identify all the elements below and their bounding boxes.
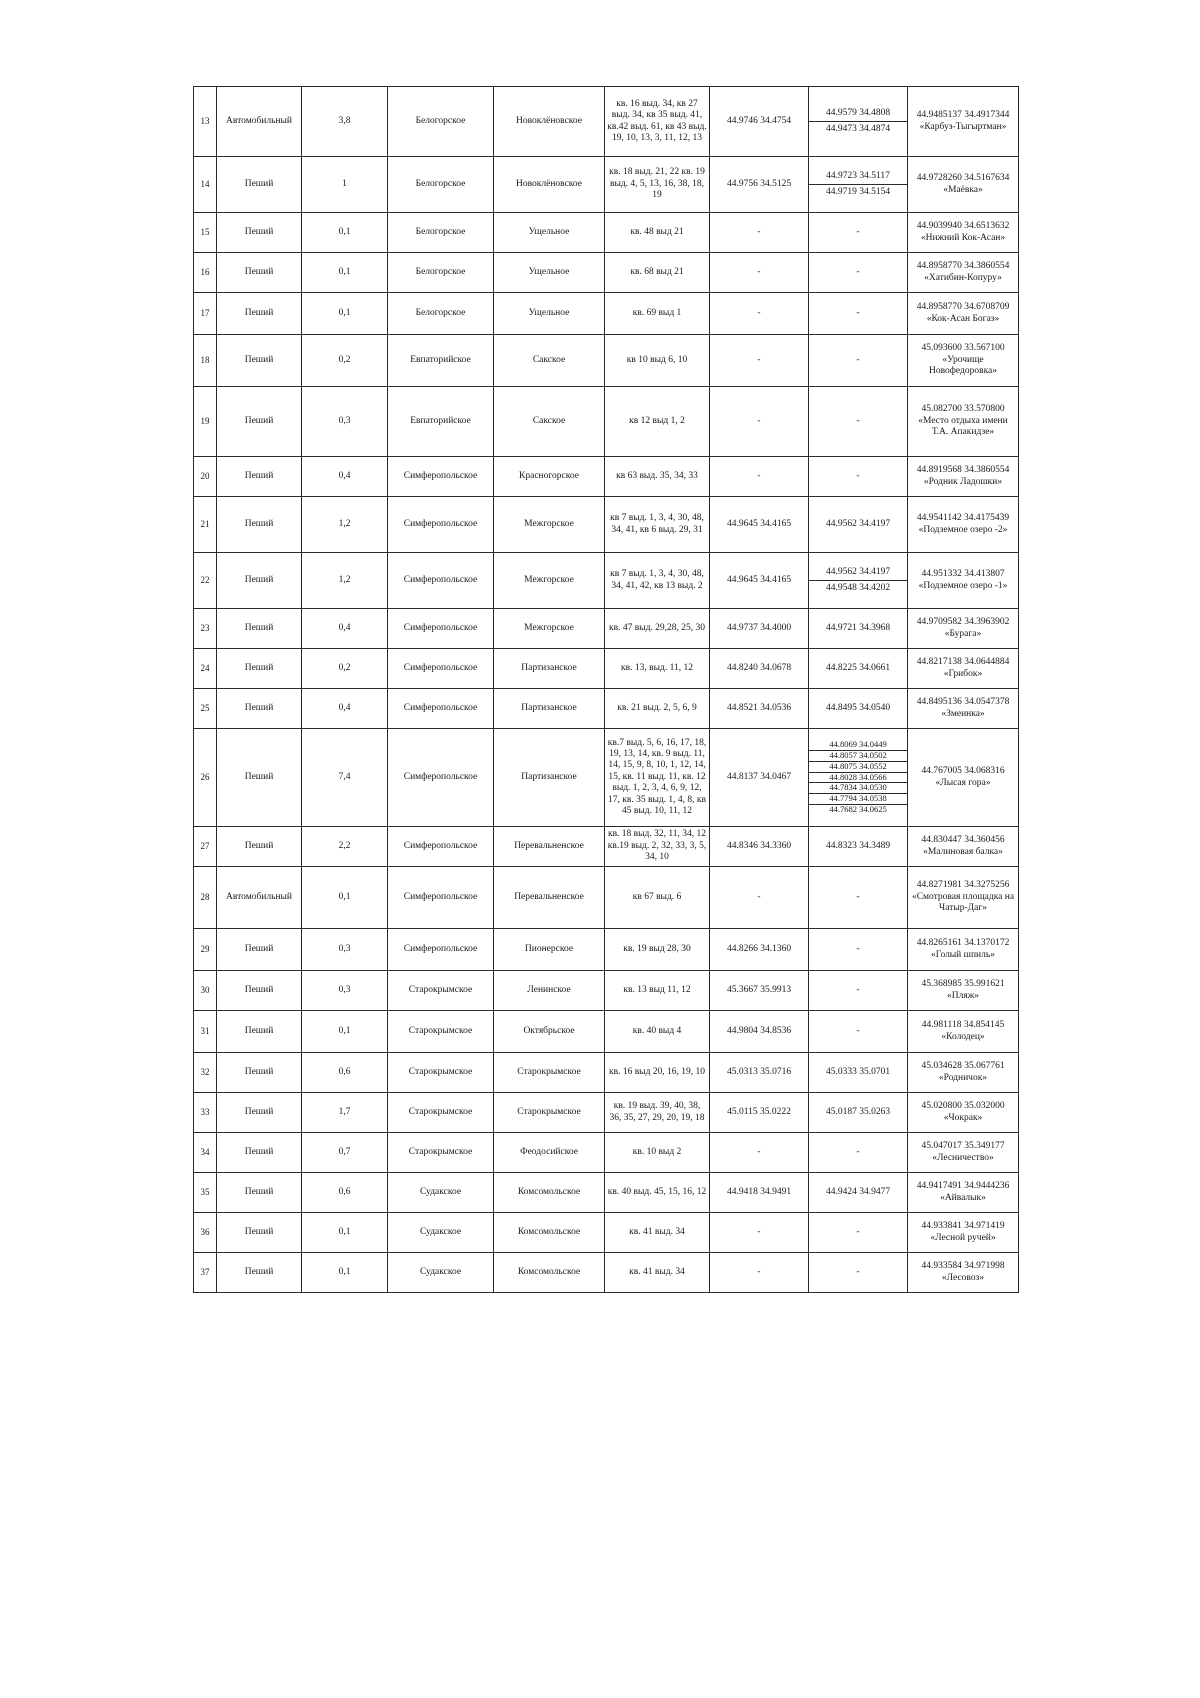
end-coord-value: 44.9719 34.5154 <box>809 184 907 200</box>
row-number-cell: 37 <box>194 1253 217 1293</box>
end-coords-cell <box>809 387 908 457</box>
end-coord-value: 45.0187 35.0263 <box>825 1106 891 1117</box>
length-cell: 0,1 <box>302 213 388 253</box>
trail-type-cell: Пеший <box>217 1133 302 1173</box>
row-number-cell: 30 <box>194 971 217 1011</box>
district-forestry-cell: Перевальненское <box>494 867 605 929</box>
start-coords-cell: 44.9645 34.4165 <box>710 497 809 553</box>
length-cell: 0,1 <box>302 1011 388 1053</box>
quarters-cell: кв. 18 выд. 21, 22 кв. 19 выд. 4, 5, 13, 16, 38, 18, 19 <box>605 157 710 213</box>
trail-type-cell: Пеший <box>217 457 302 497</box>
length-cell: 7,4 <box>302 729 388 827</box>
end-coord-value: - <box>856 307 860 318</box>
end-coords-cell <box>809 689 908 729</box>
end-coord-value: 44.9579 34.4808 <box>825 107 891 118</box>
object-cell: 44.8958770 34.3860554 «Хатибин-Копуру» <box>908 253 1019 293</box>
length-cell: 0,1 <box>302 293 388 335</box>
end-coord-value: 44.7794 34.0538 <box>809 793 907 804</box>
object-cell: 45.368985 35.991621 «Пляж» <box>908 971 1019 1011</box>
trails-table <box>193 86 1019 1293</box>
table-body <box>194 87 1019 1293</box>
end-coords-cell <box>809 729 908 827</box>
quarters-cell: кв 10 выд 6, 10 <box>605 335 710 387</box>
quarters-cell: кв. 21 выд. 2, 5, 6, 9 <box>605 689 710 729</box>
object-cell: 44.8271981 34.3275256 «Смотровая площадка на Чатыр-Даг» <box>908 867 1019 929</box>
table-row <box>194 387 1019 457</box>
quarters-cell: кв. 19 выд 28, 30 <box>605 929 710 971</box>
forestry-cell: Судакское <box>388 1213 494 1253</box>
quarters-cell: кв. 13, выд. 11, 12 <box>605 649 710 689</box>
end-coord-value: 44.9424 34.9477 <box>825 1186 891 1197</box>
start-coords-cell: - <box>710 867 809 929</box>
forestry-cell: Белогорское <box>388 157 494 213</box>
forestry-cell: Симферопольское <box>388 609 494 649</box>
quarters-cell: кв. 68 выд 21 <box>605 253 710 293</box>
trail-type-cell: Пеший <box>217 1253 302 1293</box>
end-coords-cell <box>809 867 908 929</box>
object-cell: 45.020800 35.032000 «Чокрак» <box>908 1093 1019 1133</box>
table-row <box>194 649 1019 689</box>
table-row <box>194 553 1019 609</box>
district-forestry-cell: Феодосийское <box>494 1133 605 1173</box>
length-cell: 1,7 <box>302 1093 388 1133</box>
trail-type-cell: Автомобильный <box>217 87 302 157</box>
end-coord-value: 44.9473 34.4874 <box>809 121 907 137</box>
end-coord-value: - <box>856 1226 860 1237</box>
forestry-cell: Симферопольское <box>388 729 494 827</box>
quarters-cell: кв 67 выд. 6 <box>605 867 710 929</box>
trail-type-cell: Пеший <box>217 553 302 609</box>
end-coords-cell <box>809 1093 908 1133</box>
end-coord-value: 44.8028 34.0566 <box>809 772 907 783</box>
forestry-cell: Евпаторийское <box>388 335 494 387</box>
start-coords-cell: - <box>710 293 809 335</box>
length-cell: 0,1 <box>302 1213 388 1253</box>
quarters-cell: кв. 13 выд 11, 12 <box>605 971 710 1011</box>
quarters-cell: кв 7 выд. 1, 3, 4, 30, 48, 34, 41, кв 6 выд. 29, 31 <box>605 497 710 553</box>
forestry-cell: Симферопольское <box>388 827 494 867</box>
start-coords-cell: - <box>710 335 809 387</box>
forestry-cell: Старокрымское <box>388 1093 494 1133</box>
trail-type-cell: Пеший <box>217 1093 302 1133</box>
trail-type-cell: Пеший <box>217 689 302 729</box>
end-coords-cell <box>809 497 908 553</box>
table-row <box>194 1173 1019 1213</box>
length-cell: 0,4 <box>302 457 388 497</box>
start-coords-cell: - <box>710 457 809 497</box>
forestry-cell: Старокрымское <box>388 1011 494 1053</box>
table-row <box>194 867 1019 929</box>
table-row <box>194 1011 1019 1053</box>
object-cell: 44.8495136 34.0547378 «Змеинка» <box>908 689 1019 729</box>
end-coord-value: - <box>856 266 860 277</box>
length-cell: 0,4 <box>302 609 388 649</box>
row-number-cell: 35 <box>194 1173 217 1213</box>
object-cell: 44.933584 34.971998 «Лесовоз» <box>908 1253 1019 1293</box>
length-cell: 0,2 <box>302 335 388 387</box>
start-coords-cell: 45.0313 35.0716 <box>710 1053 809 1093</box>
trail-type-cell: Пеший <box>217 1213 302 1253</box>
table-row <box>194 1213 1019 1253</box>
district-forestry-cell: Перевальненское <box>494 827 605 867</box>
length-cell: 0,6 <box>302 1053 388 1093</box>
object-cell: 44.951332 34.413807 «Подземное озеро -1» <box>908 553 1019 609</box>
district-forestry-cell: Сакское <box>494 387 605 457</box>
trail-type-cell: Пеший <box>217 387 302 457</box>
start-coords-cell: - <box>710 387 809 457</box>
end-coord-value: 44.8069 34.0449 <box>829 739 887 750</box>
district-forestry-cell: Партизанское <box>494 649 605 689</box>
end-coord-value: 44.8075 34.0552 <box>809 761 907 772</box>
district-forestry-cell: Старокрымское <box>494 1093 605 1133</box>
forestry-cell: Старокрымское <box>388 1133 494 1173</box>
trail-type-cell: Пеший <box>217 1173 302 1213</box>
trail-type-cell: Автомобильный <box>217 867 302 929</box>
district-forestry-cell: Ущельное <box>494 253 605 293</box>
object-cell: 44.9709582 34.3963902 «Бурага» <box>908 609 1019 649</box>
forestry-cell: Судакское <box>388 1173 494 1213</box>
quarters-cell: кв. 40 выд. 45, 15, 16, 12 <box>605 1173 710 1213</box>
end-coords-cell <box>809 553 908 609</box>
trail-type-cell: Пеший <box>217 253 302 293</box>
end-coord-value: - <box>856 984 860 995</box>
object-cell: 44.9728260 34.5167634 «Маёвка» <box>908 157 1019 213</box>
forestry-cell: Старокрымское <box>388 971 494 1011</box>
end-coord-value: - <box>856 943 860 954</box>
end-coord-value: 44.7834 34.0530 <box>809 782 907 793</box>
object-cell: 45.034628 35.067761 «Родничок» <box>908 1053 1019 1093</box>
forestry-cell: Симферопольское <box>388 457 494 497</box>
row-number-cell: 29 <box>194 929 217 971</box>
forestry-cell: Судакское <box>388 1253 494 1293</box>
end-coords-cell <box>809 1253 908 1293</box>
end-coords-cell <box>809 457 908 497</box>
object-cell: 45.093600 33.567100 «Урочище Новофедоровка» <box>908 335 1019 387</box>
object-cell: 44.767005 34.068316 «Лысая гора» <box>908 729 1019 827</box>
end-coords-cell <box>809 1213 908 1253</box>
trail-type-cell: Пеший <box>217 213 302 253</box>
start-coords-cell: - <box>710 1133 809 1173</box>
end-coords-cell <box>809 157 908 213</box>
quarters-cell: кв 7 выд. 1, 3, 4, 30, 48, 34, 41, 42, кв 13 выд. 2 <box>605 553 710 609</box>
district-forestry-cell: Комсомольское <box>494 1173 605 1213</box>
start-coords-cell: 45.3667 35.9913 <box>710 971 809 1011</box>
object-cell: 44.981118 34.854145 «Колодец» <box>908 1011 1019 1053</box>
row-number-cell: 34 <box>194 1133 217 1173</box>
start-coords-cell: 44.9756 34.5125 <box>710 157 809 213</box>
end-coords-cell <box>809 335 908 387</box>
table-row <box>194 1093 1019 1133</box>
end-coord-value: - <box>856 354 860 365</box>
row-number-cell: 14 <box>194 157 217 213</box>
start-coords-cell: 44.8266 34.1360 <box>710 929 809 971</box>
forestry-cell: Симферопольское <box>388 689 494 729</box>
end-coord-value: 44.9548 34.4202 <box>809 580 907 596</box>
row-number-cell: 18 <box>194 335 217 387</box>
end-coord-value: - <box>856 1266 860 1277</box>
forestry-cell: Симферопольское <box>388 553 494 609</box>
object-cell: 44.8217138 34.0644884 «Грибок» <box>908 649 1019 689</box>
trail-type-cell: Пеший <box>217 971 302 1011</box>
table-row <box>194 457 1019 497</box>
forestry-cell: Белогорское <box>388 87 494 157</box>
row-number-cell: 28 <box>194 867 217 929</box>
row-number-cell: 17 <box>194 293 217 335</box>
row-number-cell: 23 <box>194 609 217 649</box>
end-coord-value: - <box>856 891 860 902</box>
table-row <box>194 497 1019 553</box>
length-cell: 1,2 <box>302 497 388 553</box>
end-coord-value: - <box>856 1146 860 1157</box>
trail-type-cell: Пеший <box>217 649 302 689</box>
row-number-cell: 21 <box>194 497 217 553</box>
object-cell: 44.8265161 34.1370172 «Голый шпиль» <box>908 929 1019 971</box>
start-coords-cell: 44.8346 34.3360 <box>710 827 809 867</box>
district-forestry-cell: Партизанское <box>494 689 605 729</box>
quarters-cell: кв. 10 выд 2 <box>605 1133 710 1173</box>
object-cell: 44.9417491 34.9444236 «Айвалык» <box>908 1173 1019 1213</box>
end-coords-cell <box>809 929 908 971</box>
forestry-cell: Симферопольское <box>388 867 494 929</box>
length-cell: 1,2 <box>302 553 388 609</box>
end-coord-value: 44.8057 34.0502 <box>809 750 907 761</box>
district-forestry-cell: Сакское <box>494 335 605 387</box>
length-cell: 0,2 <box>302 649 388 689</box>
district-forestry-cell: Комсомольское <box>494 1213 605 1253</box>
start-coords-cell: - <box>710 253 809 293</box>
quarters-cell: кв. 48 выд 21 <box>605 213 710 253</box>
object-cell: 44.8919568 34.3860554 «Родник Ладошки» <box>908 457 1019 497</box>
length-cell: 0,6 <box>302 1173 388 1213</box>
district-forestry-cell: Межгорское <box>494 497 605 553</box>
start-coords-cell: 44.9804 34.8536 <box>710 1011 809 1053</box>
end-coords-cell <box>809 827 908 867</box>
district-forestry-cell: Красногорское <box>494 457 605 497</box>
table-row <box>194 609 1019 649</box>
table-row <box>194 971 1019 1011</box>
table-row <box>194 253 1019 293</box>
length-cell: 0,1 <box>302 867 388 929</box>
end-coords-cell <box>809 293 908 335</box>
forestry-cell: Евпаторийское <box>388 387 494 457</box>
forestry-cell: Симферопольское <box>388 497 494 553</box>
quarters-cell: кв. 40 выд 4 <box>605 1011 710 1053</box>
row-number-cell: 24 <box>194 649 217 689</box>
table-row <box>194 1253 1019 1293</box>
end-coords-cell <box>809 87 908 157</box>
district-forestry-cell: Партизанское <box>494 729 605 827</box>
object-cell: 45.082700 33.570800 «Место отдыха имени Т.А. Апакидзе» <box>908 387 1019 457</box>
district-forestry-cell: Комсомольское <box>494 1253 605 1293</box>
district-forestry-cell: Ленинское <box>494 971 605 1011</box>
quarters-cell: кв. 16 выд. 34, кв 27 выд. 34, кв 35 выд. 41, кв.42 выд. 61, кв 43 выд. 19, 10, 13, 3, 11, 12, 13 <box>605 87 710 157</box>
end-coords-cell <box>809 1053 908 1093</box>
table-row <box>194 1133 1019 1173</box>
trail-type-cell: Пеший <box>217 293 302 335</box>
quarters-cell: кв. 69 выд 1 <box>605 293 710 335</box>
table-row <box>194 293 1019 335</box>
length-cell: 2,2 <box>302 827 388 867</box>
row-number-cell: 36 <box>194 1213 217 1253</box>
start-coords-cell: 44.8137 34.0467 <box>710 729 809 827</box>
end-coord-value: 44.8225 34.0661 <box>825 662 891 673</box>
end-coords-cell <box>809 213 908 253</box>
table-row <box>194 1053 1019 1093</box>
end-coord-value: 44.8495 34.0540 <box>825 702 891 713</box>
start-coords-cell: 45.0115 35.0222 <box>710 1093 809 1133</box>
end-coords-cell <box>809 1133 908 1173</box>
start-coords-cell: 44.8240 34.0678 <box>710 649 809 689</box>
row-number-cell: 22 <box>194 553 217 609</box>
trail-type-cell: Пеший <box>217 609 302 649</box>
end-coord-value: - <box>856 1025 860 1036</box>
end-coord-value: 44.9721 34.3968 <box>825 622 891 633</box>
row-number-cell: 20 <box>194 457 217 497</box>
object-cell: 44.933841 34.971419 «Лесной ручей» <box>908 1213 1019 1253</box>
table-row <box>194 213 1019 253</box>
district-forestry-cell: Октябрьское <box>494 1011 605 1053</box>
length-cell: 0,1 <box>302 1253 388 1293</box>
row-number-cell: 31 <box>194 1011 217 1053</box>
table-row <box>194 827 1019 867</box>
start-coords-cell: 44.8521 34.0536 <box>710 689 809 729</box>
district-forestry-cell: Старокрымское <box>494 1053 605 1093</box>
start-coords-cell: 44.9645 34.4165 <box>710 553 809 609</box>
district-forestry-cell: Ущельное <box>494 293 605 335</box>
trail-type-cell: Пеший <box>217 1011 302 1053</box>
row-number-cell: 13 <box>194 87 217 157</box>
trail-type-cell: Пеший <box>217 929 302 971</box>
length-cell: 0,7 <box>302 1133 388 1173</box>
forestry-cell: Белогорское <box>388 293 494 335</box>
trail-type-cell: Пеший <box>217 157 302 213</box>
end-coord-value: 44.9562 34.4197 <box>825 566 891 577</box>
row-number-cell: 26 <box>194 729 217 827</box>
table-row <box>194 729 1019 827</box>
start-coords-cell: - <box>710 1213 809 1253</box>
district-forestry-cell: Межгорское <box>494 553 605 609</box>
object-cell: 44.9485137 34.4917344 «Карбуз-Тыгыртман» <box>908 87 1019 157</box>
end-coord-value: - <box>856 415 860 426</box>
object-cell: 44.9541142 34.4175439 «Подземное озеро -2» <box>908 497 1019 553</box>
end-coord-value: - <box>856 470 860 481</box>
length-cell: 0,3 <box>302 929 388 971</box>
quarters-cell: кв. 19 выд. 39, 40, 38, 36, 35, 27, 29, 20, 19, 18 <box>605 1093 710 1133</box>
district-forestry-cell: Новоклёновское <box>494 87 605 157</box>
district-forestry-cell: Межгорское <box>494 609 605 649</box>
row-number-cell: 19 <box>194 387 217 457</box>
length-cell: 0,1 <box>302 253 388 293</box>
length-cell: 1 <box>302 157 388 213</box>
object-cell: 45.047017 35.349177 «Лесничество» <box>908 1133 1019 1173</box>
table-row <box>194 689 1019 729</box>
forestry-cell: Симферопольское <box>388 649 494 689</box>
row-number-cell: 33 <box>194 1093 217 1133</box>
district-forestry-cell: Пионерское <box>494 929 605 971</box>
quarters-cell: кв. 16 выд 20, 16, 19, 10 <box>605 1053 710 1093</box>
object-cell: 44.8958770 34.6708709 «Кок-Асан Богаз» <box>908 293 1019 335</box>
row-number-cell: 27 <box>194 827 217 867</box>
end-coord-value: 44.8323 34.3489 <box>825 840 891 851</box>
table-row <box>194 335 1019 387</box>
object-cell: 44.9039940 34.6513632 «Нижний Кок-Асан» <box>908 213 1019 253</box>
length-cell: 0,3 <box>302 971 388 1011</box>
quarters-cell: кв.7 выд. 5, 6, 16, 17, 18, 19, 13, 14, кв. 9 выд. 11, 14, 15, 9, 8, 10, 1, 12, 14, 15, кв. 11 выд. 11, кв. 12 выд. 1, 2, 3, 4, 6, 9, 12, 17, кв. 35 выд. 1, 4, 8, кв 45 выд. 10, 11, 12 <box>605 729 710 827</box>
row-number-cell: 16 <box>194 253 217 293</box>
forestry-cell: Белогорское <box>388 253 494 293</box>
length-cell: 0,4 <box>302 689 388 729</box>
trail-type-cell: Пеший <box>217 497 302 553</box>
trail-type-cell: Пеший <box>217 1053 302 1093</box>
quarters-cell: кв. 47 выд. 29,28, 25, 30 <box>605 609 710 649</box>
row-number-cell: 32 <box>194 1053 217 1093</box>
start-coords-cell: 44.9746 34.4754 <box>710 87 809 157</box>
quarters-cell: кв 63 выд. 35, 34, 33 <box>605 457 710 497</box>
row-number-cell: 15 <box>194 213 217 253</box>
end-coords-cell <box>809 253 908 293</box>
forestry-cell: Старокрымское <box>388 1053 494 1093</box>
end-coords-cell <box>809 971 908 1011</box>
length-cell: 0,3 <box>302 387 388 457</box>
start-coords-cell: 44.9737 34.4000 <box>710 609 809 649</box>
trail-type-cell: Пеший <box>217 335 302 387</box>
forestry-cell: Белогорское <box>388 213 494 253</box>
quarters-cell: кв. 41 выд. 34 <box>605 1213 710 1253</box>
trail-type-cell: Пеший <box>217 827 302 867</box>
district-forestry-cell: Ущельное <box>494 213 605 253</box>
row-number-cell: 25 <box>194 689 217 729</box>
end-coord-value: 45.0333 35.0701 <box>825 1066 891 1077</box>
start-coords-cell: 44.9418 34.9491 <box>710 1173 809 1213</box>
object-cell: 44.830447 34.360456 «Малиновая балка» <box>908 827 1019 867</box>
table-row <box>194 87 1019 157</box>
end-coord-value: - <box>856 226 860 237</box>
district-forestry-cell: Новоклёновское <box>494 157 605 213</box>
table-row <box>194 929 1019 971</box>
table-row <box>194 157 1019 213</box>
end-coord-value: 44.9562 34.4197 <box>825 518 891 529</box>
start-coords-cell: - <box>710 213 809 253</box>
end-coords-cell <box>809 1011 908 1053</box>
end-coords-cell <box>809 649 908 689</box>
end-coords-cell <box>809 609 908 649</box>
end-coords-cell <box>809 1173 908 1213</box>
length-cell: 3,8 <box>302 87 388 157</box>
quarters-cell: кв 12 выд 1, 2 <box>605 387 710 457</box>
trail-type-cell: Пеший <box>217 729 302 827</box>
end-coord-value: 44.9723 34.5117 <box>826 170 890 181</box>
quarters-cell: кв. 41 выд. 34 <box>605 1253 710 1293</box>
quarters-cell: кв. 18 выд. 32, 11, 34, 12 кв.19 выд. 2, 32, 33, 3, 5, 34, 10 <box>605 827 710 867</box>
start-coords-cell: - <box>710 1253 809 1293</box>
end-coord-value: 44.7682 34.0625 <box>809 804 907 815</box>
forestry-cell: Симферопольское <box>388 929 494 971</box>
